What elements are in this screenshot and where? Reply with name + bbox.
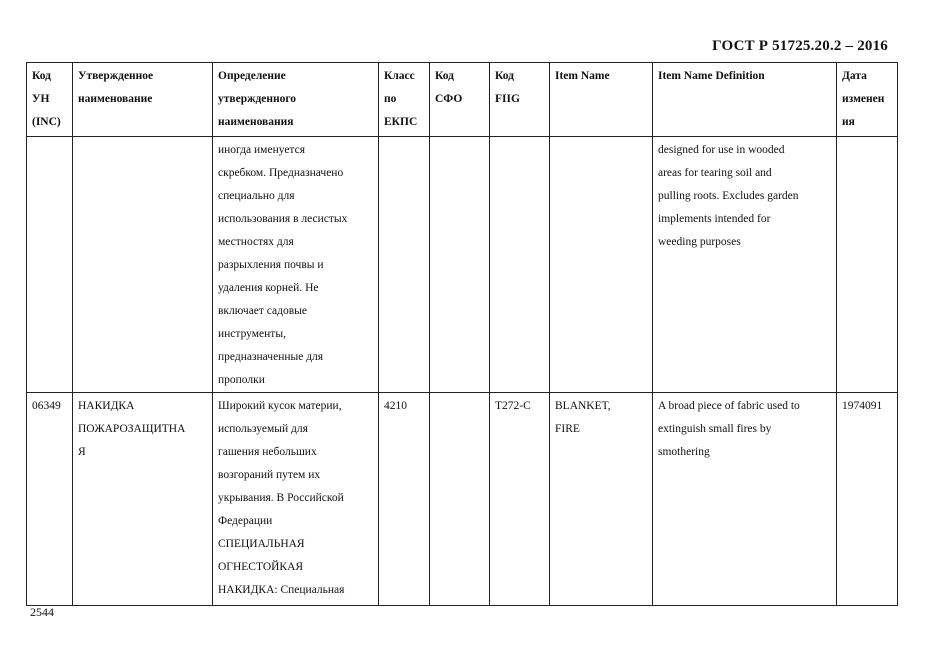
cell-item-name: [550, 137, 653, 393]
cell-item-name-definition: A broad piece of fabric used to extinguish small fires by smothering: [653, 393, 837, 606]
cell-inc-code: 06349: [27, 393, 73, 606]
cell-fiig-code: T272-C: [490, 393, 550, 606]
header-approved-name: Утвержденное наименование: [73, 63, 213, 137]
cell-sfo-code: [430, 393, 490, 606]
cell-name-definition: Широкий кусок материи, используемый для гашения небольших возгораний путем их укрывания. В Российской Федерации СПЕЦИАЛЬНАЯ ОГНЕСТОЙКАЯ НАКИДКА: Специальная: [213, 393, 379, 606]
header-inc-code: Код УН (INC): [27, 63, 73, 137]
cell-name-definition: иногда именуется скребком. Предназначено специально для использования в лесистых местностях для разрыхления почвы и удаления корней. Не включает садовые инструменты, предназначенные для прополки: [213, 137, 379, 393]
cell-ekps-class: 4210: [379, 393, 430, 606]
header-sfo-code: Код СФО: [430, 63, 490, 137]
header-name-definition: Определение утвержденного наименования: [213, 63, 379, 137]
header-fiig-code: Код FIIG: [490, 63, 550, 137]
cell-approved-name: НАКИДКА ПОЖАРОЗАЩИТНА Я: [73, 393, 213, 606]
cell-item-name: BLANKET, FIRE: [550, 393, 653, 606]
cell-item-name-definition: designed for use in wooded areas for tearing soil and pulling roots. Excludes garden implements intended for weeding purposes: [653, 137, 837, 393]
header-change-date: Дата изменен ия: [837, 63, 898, 137]
cell-inc-code: [27, 137, 73, 393]
cell-approved-name: [73, 137, 213, 393]
page-number: 2544: [30, 605, 54, 619]
cell-ekps-class: [379, 137, 430, 393]
standard-number: ГОСТ Р 51725.20.2 – 2016: [712, 38, 888, 54]
table-row: [27, 393, 898, 606]
header-row: [27, 63, 898, 137]
cell-change-date: [837, 137, 898, 393]
header-item-name-definition: Item Name Definition: [653, 63, 837, 137]
cell-change-date: 1974091: [837, 393, 898, 606]
cell-sfo-code: [430, 137, 490, 393]
table-row: [27, 137, 898, 393]
header-item-name: Item Name: [550, 63, 653, 137]
header-ekps-class: Класс по ЕКПС: [379, 63, 430, 137]
classification-table: [26, 62, 898, 606]
cell-fiig-code: [490, 137, 550, 393]
